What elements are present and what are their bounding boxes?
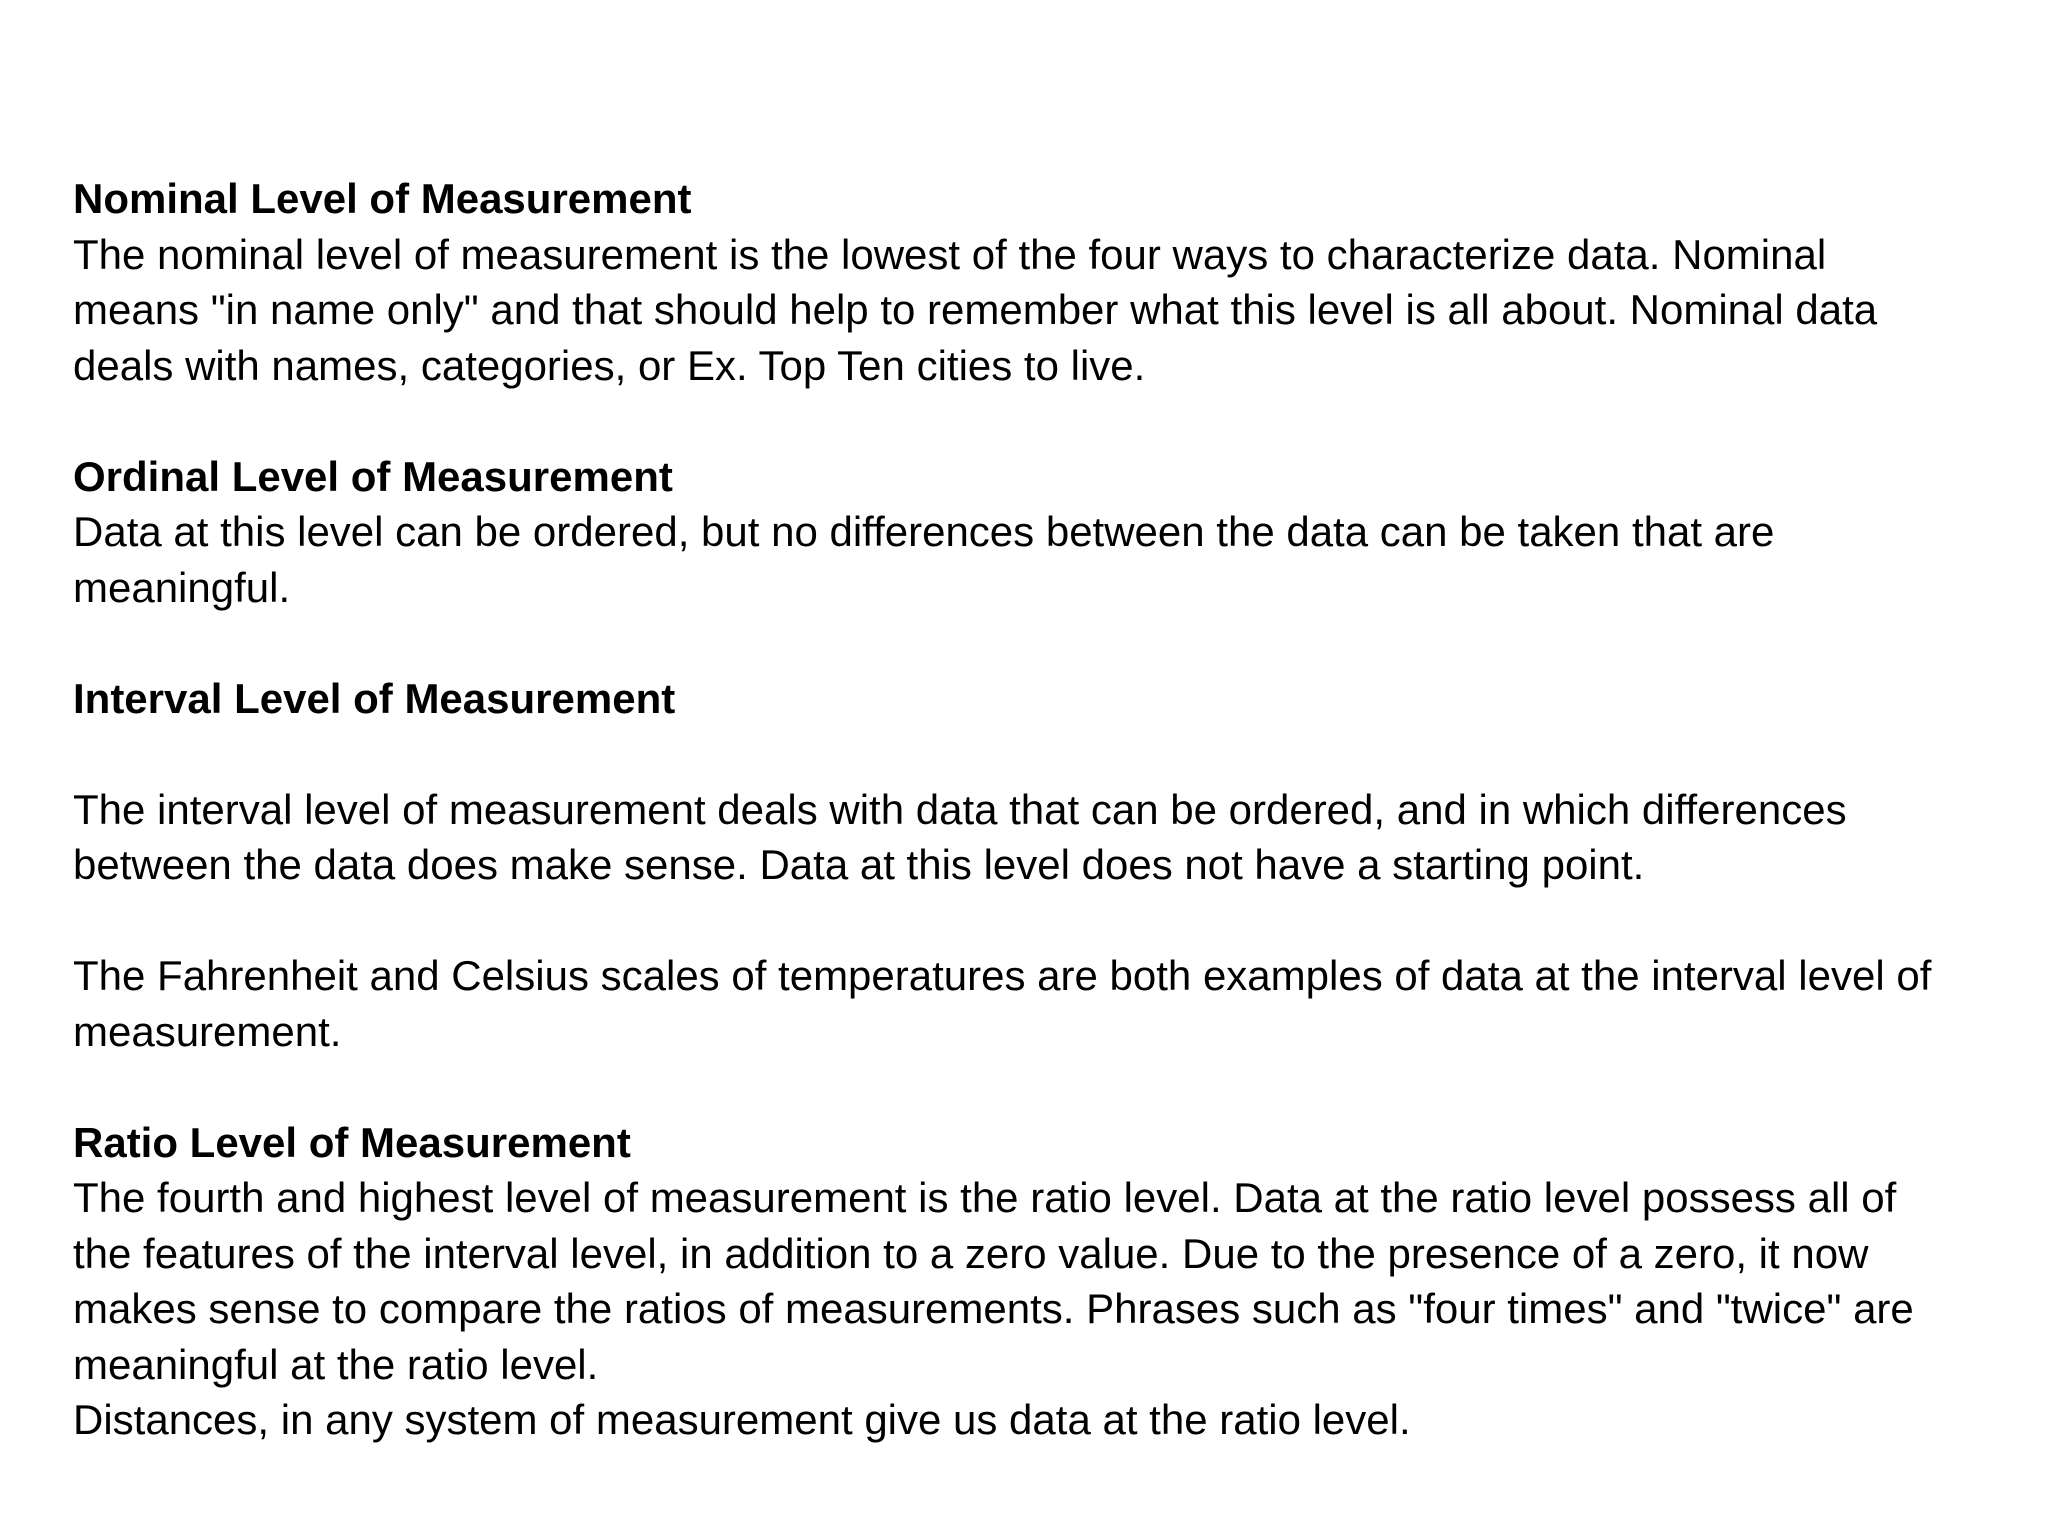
ordinal-line-1: Data at this level can be ordered, but no differences between the data can be taken that are	[73, 508, 1775, 555]
ordinal-line-2: meaningful.	[73, 563, 291, 611]
interval-para1-line-1: The interval level of measurement deals with data that can be ordered, and in which differences	[73, 785, 1847, 833]
ratio-section	[73, 1115, 2003, 1448]
ratio-line-4: meaningful at the ratio level.	[73, 1340, 599, 1388]
spacer	[73, 893, 2003, 949]
spacer	[73, 615, 2003, 671]
ratio-heading: Ratio Level of Measurement	[73, 1118, 631, 1166]
slide-content	[73, 171, 2003, 1448]
interval-para2-line-2: measurement.	[73, 1007, 342, 1055]
spacer	[73, 1059, 2003, 1115]
interval-heading: Interval Level of Measurement	[73, 674, 676, 722]
nominal-section	[73, 171, 2003, 393]
nominal-line-3: deals with names, categories, or Ex. Top Ten cities to live.	[73, 341, 1146, 389]
ordinal-heading: Ordinal Level of Measurement	[73, 452, 673, 500]
ratio-line-1: The fourth and highest level of measurement is the ratio level. Data at the ratio level possess all of	[73, 1174, 1897, 1221]
ratio-line-2: the features of the interval level, in addition to a zero value. Due to the presence of a zero, it now	[73, 1229, 1869, 1277]
nominal-line-2: means "in name only" and that should help to remember what this level is all about. Nominal data	[73, 286, 1878, 333]
spacer	[73, 393, 2003, 449]
nominal-line-1: The nominal level of measurement is the lowest of the four ways to characterize data. Nominal	[73, 230, 1827, 278]
spacer	[73, 726, 2003, 782]
ordinal-section	[73, 449, 2003, 616]
ratio-line-5: Distances, in any system of measurement give us data at the ratio level.	[73, 1396, 1411, 1443]
interval-para1-line-2: between the data does make sense. Data at this level does not have a starting point.	[73, 841, 1645, 888]
interval-para2-line-1: The Fahrenheit and Celsius scales of temperatures are both examples of data at the interval level of	[73, 952, 1932, 999]
ratio-line-3: makes sense to compare the ratios of measurements. Phrases such as "four times" and "twice" are	[73, 1285, 1914, 1332]
nominal-heading: Nominal Level of Measurement	[73, 175, 692, 222]
interval-section	[73, 671, 2003, 1060]
